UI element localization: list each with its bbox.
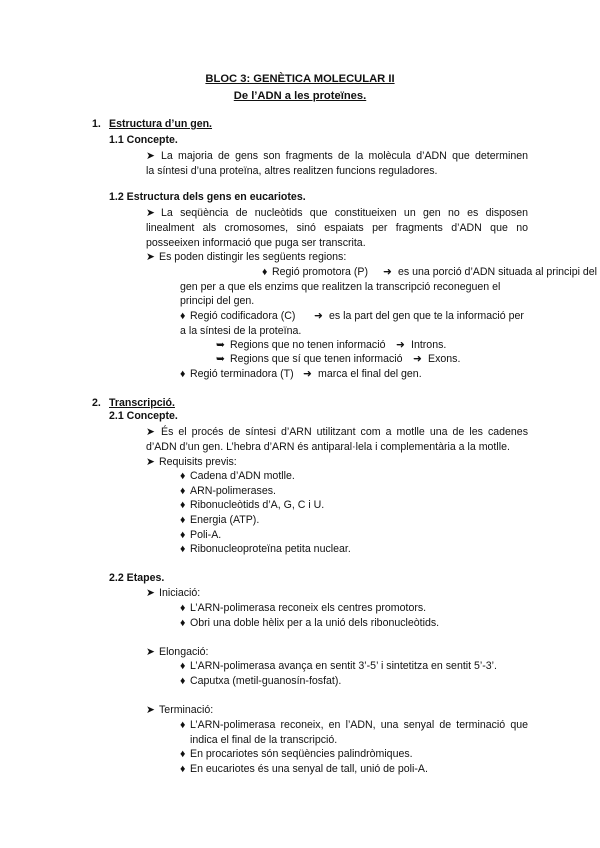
arrow-bullet-icon: ➤ [146, 207, 155, 219]
list-item-text: Ribonucleòtids d’A, G, C i U. [190, 499, 325, 511]
stage-label: Iniciació: [159, 587, 201, 599]
list-item-text: Caputxa (metil-guanosín-fosfat). [190, 675, 342, 687]
paragraph-line: Es poden distingir les següents regions: [159, 251, 347, 263]
page-subtitle: De l’ADN a les proteïnes. [233, 90, 367, 102]
list-item-text: a la síntesi de la proteïna. [180, 325, 302, 337]
paragraph-line: d’ADN d’un gen. L’hebra d’ARN és antiparal·lela i complementària a la motlle. [146, 441, 510, 453]
arrow-bullet-icon: ➤ [146, 456, 155, 468]
list-item-text: Ribonucleoproteïna petita nuclear. [190, 543, 351, 555]
list-item-text: ARN-polimerases. [190, 485, 276, 497]
diamond-bullet-icon: ♦ [180, 719, 186, 731]
subsection-2-1-title: 2.1 Concepte. [109, 410, 178, 422]
subsection-2-2-title: 2.2 Etapes. [109, 572, 165, 584]
right-arrow-icon: ➜ [383, 266, 392, 278]
diamond-bullet-icon: ♦ [180, 763, 186, 775]
stage-label: Terminació: [159, 704, 214, 716]
list-item-text: Regions que sí que tenen informació [230, 353, 403, 365]
right-arrow-icon: ➜ [314, 310, 323, 322]
arrow-bullet-icon: ➤ [146, 426, 155, 438]
pen-bullet-icon: ➥ [216, 353, 225, 365]
diamond-bullet-icon: ♦ [180, 617, 186, 629]
list-item-text: es una porció d’ADN situada al principi del [398, 266, 598, 278]
list-item-text: Introns. [411, 339, 447, 351]
list-item-text: indica el final de la transcripció. [190, 734, 338, 746]
diamond-bullet-icon: ♦ [180, 499, 186, 511]
paragraph-line: posseeixen informació que puga ser transcrita. [146, 237, 366, 249]
stage-label: Elongació: [159, 646, 209, 658]
arrow-bullet-icon: ➤ [146, 150, 155, 162]
diamond-bullet-icon: ♦ [180, 748, 186, 760]
paragraph-line: La majoria de gens son fragments de la molècula d’ADN que determinen [161, 150, 528, 162]
diamond-bullet-icon: ♦ [180, 660, 186, 672]
diamond-bullet-icon: ♦ [180, 368, 186, 380]
list-item-text: En procariotes són seqüències palindròmiques. [190, 748, 413, 760]
diamond-bullet-icon: ♦ [180, 675, 186, 687]
diamond-bullet-icon: ♦ [180, 485, 186, 497]
list-item-text: Obri una doble hèlix per a la unió dels ribonucleòtids. [190, 617, 440, 629]
diamond-bullet-icon: ♦ [180, 514, 186, 526]
pen-bullet-icon: ➥ [216, 339, 225, 351]
list-item-text: Regió promotora (P) [272, 266, 368, 278]
list-item-text: Regió codificadora (C) [190, 310, 296, 322]
section-1-number: 1. [92, 118, 101, 130]
paragraph-line: Requisits previs: [159, 456, 237, 468]
list-item-text: L’ARN-polimerasa avança en sentit 3’-5’ i sintetitza en sentit 5’-3’. [190, 660, 497, 672]
diamond-bullet-icon: ♦ [180, 543, 186, 555]
arrow-bullet-icon: ➤ [146, 646, 155, 658]
arrow-bullet-icon: ➤ [146, 704, 155, 716]
section-2-title: Transcripció. [109, 397, 175, 409]
diamond-bullet-icon: ♦ [180, 310, 186, 322]
right-arrow-icon: ➜ [396, 339, 405, 351]
subsection-1-2-title: 1.2 Estructura dels gens en eucariotes. [109, 191, 306, 203]
right-arrow-icon: ➜ [303, 368, 312, 380]
paragraph-line: És el procés de síntesi d’ARN utilitzant com a motlle una de les cadenes [161, 426, 528, 438]
list-item-text: marca el final del gen. [318, 368, 422, 380]
list-item-text: En eucariotes és una senyal de tall, unió de poli-A. [190, 763, 428, 775]
list-item-text: L’ARN-polimerasa reconeix els centres promotors. [190, 602, 427, 614]
diamond-bullet-icon: ♦ [180, 602, 186, 614]
section-2-number: 2. [92, 397, 101, 409]
arrow-bullet-icon: ➤ [146, 587, 155, 599]
list-item-text: L’ARN-polimerasa reconeix, en l’ADN, una senyal de terminació que [190, 719, 528, 731]
list-item-text: Exons. [428, 353, 461, 365]
paragraph-line: la síntesi d’una proteïna, altres realitzen funcions reguladores. [146, 165, 438, 177]
list-item-text: Regió terminadora (T) [190, 368, 294, 380]
subsection-1-1-title: 1.1 Concepte. [109, 134, 178, 146]
list-item-text: principi del gen. [180, 295, 255, 307]
diamond-bullet-icon: ♦ [180, 529, 186, 541]
section-1-title: Estructura d’un gen. [109, 118, 213, 130]
list-item-text: Energia (ATP). [190, 514, 260, 526]
list-item-text: Regions que no tenen informació [230, 339, 386, 351]
list-item-text: es la part del gen que te la informació per [329, 310, 524, 322]
page-title: BLOC 3: GENÈTICA MOLECULAR II [205, 73, 395, 85]
list-item-text: Cadena d’ADN motlle. [190, 470, 295, 482]
diamond-bullet-icon: ♦ [180, 470, 186, 482]
paragraph-line: linealment als cromosomes, sinó espaiats per fragments d’ADN que no [146, 222, 528, 234]
list-item-text: Poli-A. [190, 529, 222, 541]
list-item-text: gen per a que els enzims que realitzen la transcripció reconeguen el [180, 281, 501, 293]
right-arrow-icon: ➜ [413, 353, 422, 365]
paragraph-line: La seqüència de nucleòtids que constitueixen un gen no es disposen [161, 207, 528, 219]
arrow-bullet-icon: ➤ [146, 251, 155, 263]
diamond-bullet-icon: ♦ [262, 266, 268, 278]
